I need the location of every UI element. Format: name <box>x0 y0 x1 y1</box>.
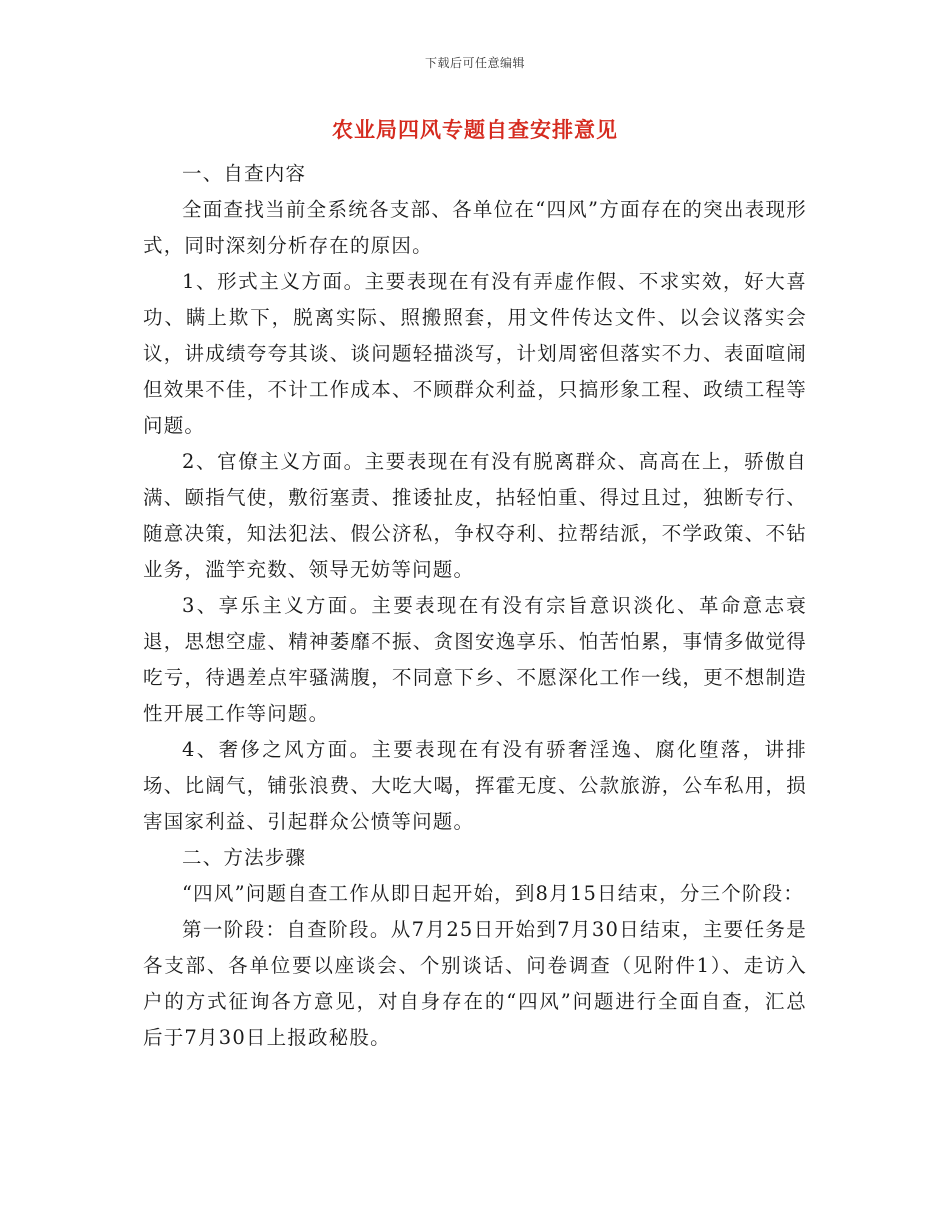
document-title: 农业局四风专题自查安排意见 <box>332 117 618 142</box>
paragraph-bureaucratism: 2、官僚主义方面。主要表现在有没有脱离群众、高高在上，骄傲自满、颐指气使，敷衍塞责、推诿扯皮，拈轻怕重、得过且过，独断专行、随意决策，知法犯法、假公济私，争权夺利、拉帮结派，不学政策、不钻业务，滥竽充数、领导无妨等问题。 <box>143 450 807 581</box>
paragraph-stage-one: 第一阶段：自查阶段。从7月25日开始到7月30日结束，主要任务是各支部、各单位要以座谈会、个别谈话、问卷调查（见附件1）、走访入户的方式征询各方意见，对自身存在的“四风”问题进行全面自查，汇总后于7月30日上报政秘股。 <box>143 918 807 1049</box>
document-body <box>143 156 807 1056</box>
paragraph-extravagance: 4、奢侈之风方面。主要表现在有没有骄奢淫逸、腐化堕落，讲排场、比阔气，铺张浪费、大吃大喝，挥霍无度、公款旅游，公车私用，损害国家利益、引起群众公愤等问题。 <box>143 738 807 833</box>
page-header: 下载后可任意编辑 <box>424 56 525 70</box>
paragraph-schedule: “四风”问题自查工作从即日起开始，到8月15日结束，分三个阶段： <box>182 882 805 905</box>
paragraph-hedonism: 3、享乐主义方面。主要表现在有没有宗旨意识淡化、革命意志衰退，思想空虚、精神萎靡不振、贪图安逸享乐、怕苦怕累，事情多做觉得吃亏，待遇差点牢骚满腹，不同意下乡、不愿深化工作一线，更不想制造性开展工作等问题。 <box>143 594 807 725</box>
paragraph-overview: 全面查找当前全系统各支部、各单位在“四风”方面存在的突出表现形式，同时深刻分析存在的原因。 <box>143 198 807 257</box>
paragraph-formalism: 1、形式主义方面。主要表现在有没有弄虚作假、不求实效，好大喜功、瞒上欺下，脱离实际、照搬照套，用文件传达文件、以会议落实会议，讲成绩夸夸其谈、谈问题轻描淡写，计划周密但落实不力、表面喧闹但效果不佳，不计工作成本、不顾群众利益，只搞形象工程、政绩工程等问题。 <box>143 270 807 437</box>
section-heading-self-check-content: 一、自查内容 <box>182 162 307 185</box>
section-heading-methods-steps: 二、方法步骤 <box>182 846 307 869</box>
